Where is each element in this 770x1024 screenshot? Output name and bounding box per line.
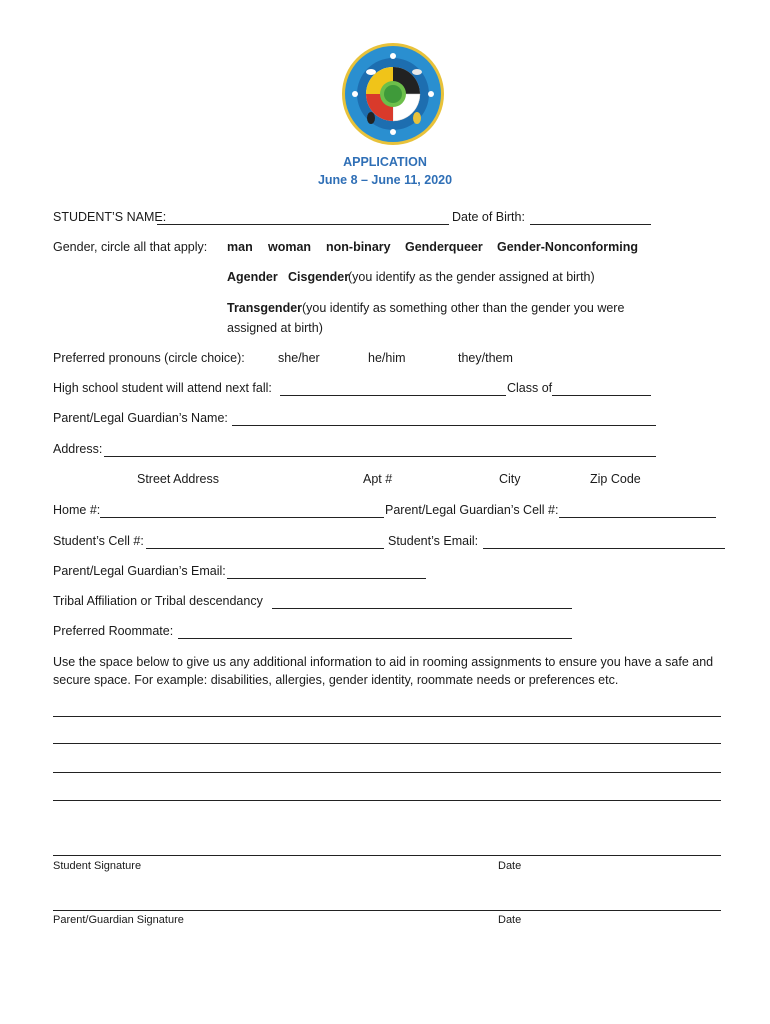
high-school-field[interactable] — [280, 395, 506, 396]
roommate-label: Preferred Roommate: — [53, 624, 174, 638]
student-signature-label: Student Signature — [53, 860, 142, 872]
guardian-cell-label: Parent/Legal Guardian’s Cell #: — [385, 503, 559, 517]
program-dates: June 8 – June 11, 2020 — [317, 173, 453, 187]
pronoun-she-her[interactable]: she/her — [278, 351, 320, 365]
class-of-field[interactable] — [552, 395, 651, 396]
guardian-date-label: Date — [498, 914, 522, 926]
notes-line[interactable] — [53, 743, 721, 744]
address-label: Address: — [53, 442, 103, 456]
student-email-label: Student’s Email: — [388, 534, 479, 548]
dob-field[interactable] — [530, 224, 651, 225]
home-phone-label: Home #: — [53, 503, 101, 517]
transgender-note: (you identify as something other than the gender you were — [302, 301, 625, 315]
gender-option-non-binary[interactable]: non-binary — [326, 240, 391, 254]
gender-option-genderqueer[interactable]: Genderqueer — [405, 240, 483, 254]
logo — [341, 42, 445, 146]
gender-label: Gender, circle all that apply: — [53, 240, 208, 254]
gender-option-agender[interactable]: Agender — [227, 270, 278, 284]
transgender-note-cont: assigned at birth) — [227, 321, 323, 335]
student-name-label: STUDENT’S NAME: — [53, 210, 167, 224]
gender-option-woman[interactable]: woman — [268, 240, 312, 254]
address-field[interactable] — [104, 456, 656, 457]
high-school-label: High school student will attend next fall: — [53, 381, 272, 395]
address-street-caption: Street Address — [137, 472, 219, 486]
tribal-label: Tribal Affiliation or Tribal descendancy — [53, 594, 263, 608]
address-city-caption: City — [499, 472, 521, 486]
dob-label: Date of Birth: — [452, 210, 525, 224]
notes-line[interactable] — [53, 716, 721, 717]
guardian-cell-field[interactable] — [559, 517, 716, 518]
page-title: APPLICATION — [343, 155, 427, 169]
roommate-field[interactable] — [178, 638, 572, 639]
pronoun-he-him[interactable]: he/him — [368, 351, 406, 365]
address-apt-caption: Apt # — [363, 472, 393, 486]
gender-option-gender-nonconforming[interactable]: Gender-Nonconforming — [497, 240, 638, 254]
guardian-email-label: Parent/Legal Guardian’s Email: — [53, 564, 226, 578]
student-name-field[interactable] — [157, 224, 449, 225]
student-cell-label: Student’s Cell #: — [53, 534, 144, 548]
guardian-signature-line[interactable] — [53, 910, 721, 911]
notes-line[interactable] — [53, 800, 721, 801]
student-signature-line[interactable] — [53, 855, 721, 856]
student-email-field[interactable] — [483, 548, 725, 549]
pronoun-they-them[interactable]: they/them — [458, 351, 513, 365]
gender-option-man[interactable]: man — [227, 240, 253, 254]
address-zip-caption: Zip Code — [590, 472, 641, 486]
tribal-field[interactable] — [272, 608, 572, 609]
guardian-name-field[interactable] — [232, 425, 656, 426]
cisgender-note: (you identify as the gender assigned at birth) — [348, 270, 595, 284]
instructions-text: Use the space below to give us any additional information to aid in rooming assignments to ensure you have a safe and secure space. For example: disabilities, allergies, gender identity, roommate needs or preferences etc. — [53, 655, 714, 687]
home-phone-field[interactable] — [100, 517, 384, 518]
notes-line[interactable] — [53, 772, 721, 773]
gender-option-transgender[interactable]: Transgender — [227, 301, 303, 315]
guardian-signature-label: Parent/Guardian Signature — [53, 914, 184, 926]
guardian-email-field[interactable] — [227, 578, 426, 579]
guardian-name-label: Parent/Legal Guardian’s Name: — [53, 411, 228, 425]
pronouns-label: Preferred pronouns (circle choice): — [53, 351, 245, 365]
student-cell-field[interactable] — [146, 548, 384, 549]
student-date-label: Date — [498, 860, 522, 872]
gender-option-cisgender[interactable]: Cisgender — [288, 270, 350, 284]
class-of-label: Class of — [507, 381, 553, 395]
